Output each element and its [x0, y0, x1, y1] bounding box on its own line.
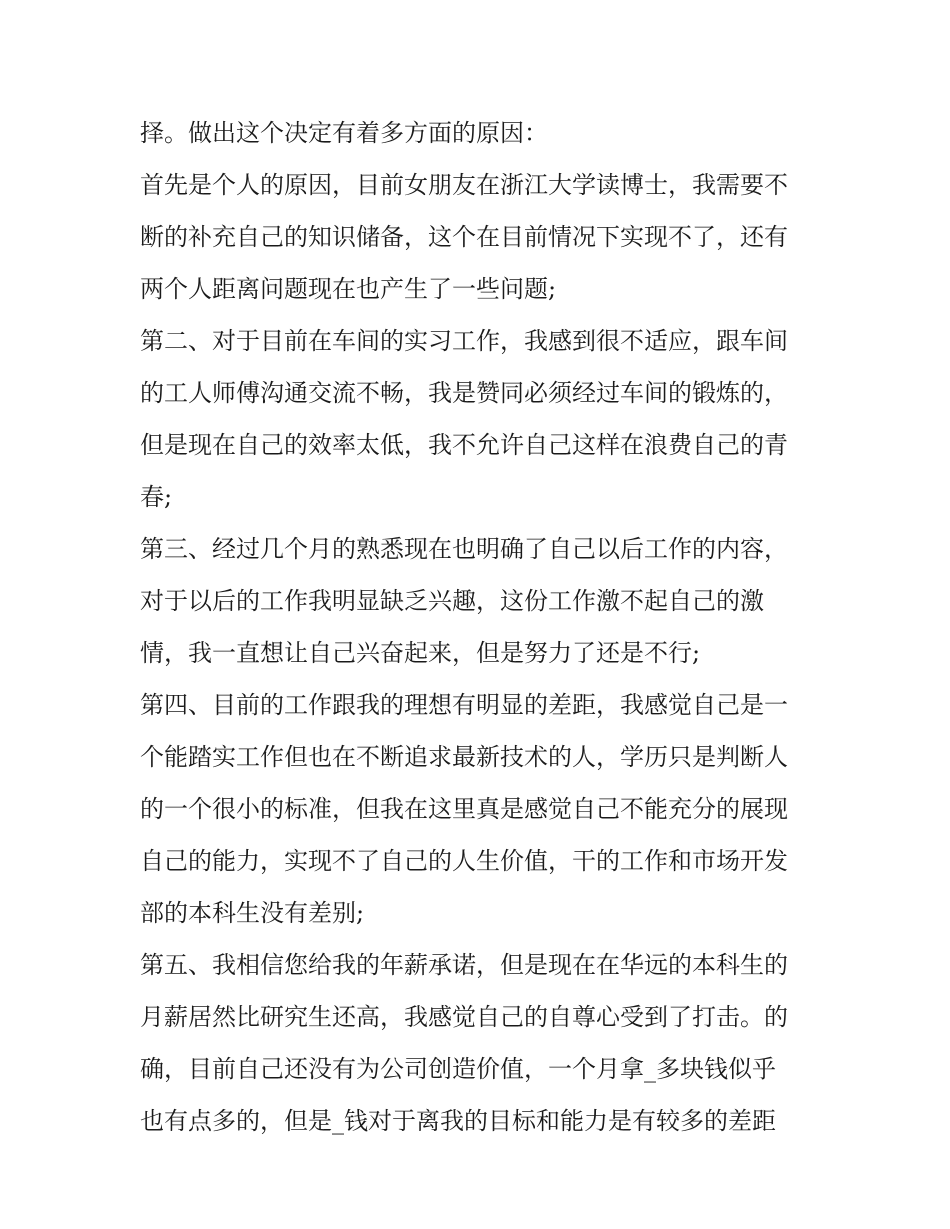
text-line-9: 第三、经过几个月的熟悉现在也明确了自己以后工作的内容，	[140, 535, 788, 563]
text-line-4: 两个人距离问题现在也产生了一些问题;	[140, 275, 557, 303]
text-line-11: 情，我一直想让自己兴奋起来，但是努力了还是不行;	[140, 639, 701, 667]
text-line-19: 确，目前自己还没有为公司创造价值，一个月拿_多块钱似乎	[140, 1055, 776, 1083]
text-line-1: 择。做出这个决定有着多方面的原因：	[140, 119, 548, 147]
text-line-8: 春;	[140, 483, 173, 511]
text-line-14: 的一个很小的标准，但我在这里真是感觉自己不能充分的展现	[140, 795, 788, 823]
text-line-12: 第四、目前的工作跟我的理想有明显的差距，我感觉自己是一	[140, 691, 788, 719]
text-line-18: 月薪居然比研究生还高，我感觉自己的自尊心受到了打击。的	[140, 1003, 788, 1031]
body-text	[140, 107, 820, 1147]
text-line-20: 也有点多的，但是_钱对于离我的目标和能力是有较多的差距	[140, 1107, 776, 1135]
text-line-17: 第五、我相信您给我的年薪承诺，但是现在在华远的本科生的	[140, 951, 788, 979]
text-line-2: 首先是个人的原因，目前女朋友在浙江大学读博士，我需要不	[140, 171, 788, 199]
text-line-13: 个能踏实工作但也在不断追求最新技术的人，学历只是判断人	[140, 743, 788, 771]
text-line-5: 第二、对于目前在车间的实习工作，我感到很不适应，跟车间	[140, 327, 788, 355]
text-line-3: 断的补充自己的知识储备，这个在目前情况下实现不了，还有	[140, 223, 788, 251]
text-line-16: 部的本科生没有差别;	[140, 899, 365, 927]
text-line-6: 的工人师傅沟通交流不畅，我是赞同必须经过车间的锻炼的，	[140, 379, 788, 407]
text-line-15: 自己的能力，实现不了自己的人生价值，干的工作和市场开发	[140, 847, 788, 875]
text-line-10: 对于以后的工作我明显缺乏兴趣，这份工作激不起自己的激	[140, 587, 764, 615]
text-line-7: 但是现在自己的效率太低，我不允许自己这样在浪费自己的青	[140, 431, 788, 459]
